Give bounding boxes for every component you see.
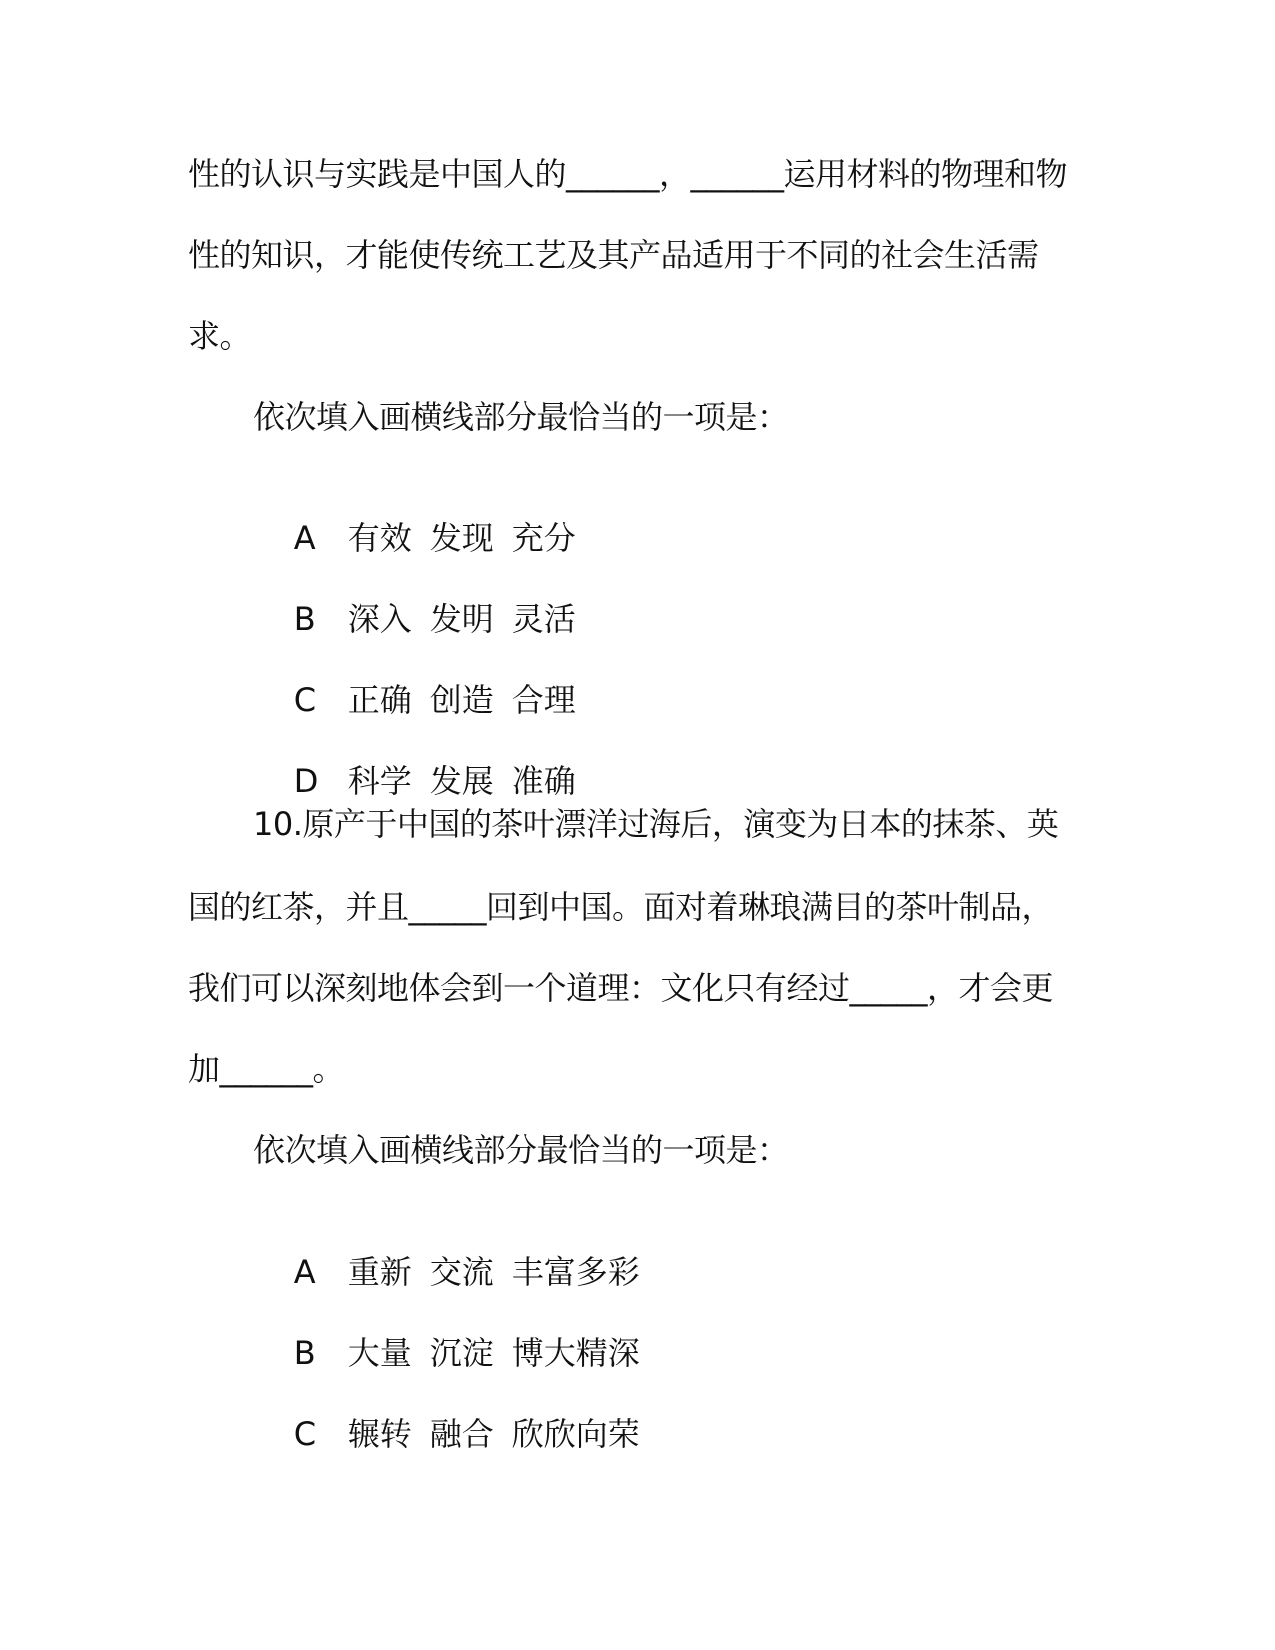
option-letter: A [293, 519, 316, 557]
option-word: 充分 [511, 519, 576, 557]
option-c [253, 1374, 658, 1453]
paragraph-line: 性的认识与实践是中国人的______，______运用材料的物理和物 [188, 155, 1068, 193]
option-word: 有效 [347, 519, 412, 557]
paragraph-line: 求。 [188, 317, 252, 355]
option-b [253, 1293, 658, 1372]
paragraph-line: 性的知识，才能使传统工艺及其产品适用于不同的社会生活需 [188, 236, 1039, 274]
option-word: 大量 [347, 1334, 412, 1372]
option-a [253, 478, 594, 557]
paragraph-line: 加______。 [188, 1050, 345, 1088]
option-b [253, 559, 594, 638]
option-letter: C [293, 681, 317, 719]
option-word: 交流 [429, 1253, 494, 1291]
option-word: 正确 [347, 681, 412, 719]
option-letter: D [293, 762, 319, 800]
option-word: 发明 [429, 600, 494, 638]
option-letter: C [293, 1415, 317, 1453]
option-d [253, 721, 594, 800]
option-word: 准确 [511, 762, 576, 800]
option-word: 沉淀 [429, 1334, 494, 1372]
option-word: 欣欣向荣 [511, 1415, 640, 1453]
option-letter: A [293, 1253, 316, 1291]
option-a [253, 1212, 658, 1291]
option-word: 合理 [511, 681, 576, 719]
option-word: 辗转 [347, 1415, 412, 1453]
option-word: 博大精深 [511, 1334, 640, 1372]
option-word: 重新 [347, 1253, 412, 1291]
option-word: 深入 [347, 600, 412, 638]
option-word: 发现 [429, 519, 494, 557]
option-word: 创造 [429, 681, 494, 719]
option-word: 灵活 [511, 600, 576, 638]
option-c [253, 640, 594, 719]
option-word: 科学 [347, 762, 412, 800]
question-prompt: 依次填入画横线部分最恰当的一项是： [253, 1131, 789, 1169]
question-prompt: 依次填入画横线部分最恰当的一项是： [253, 398, 789, 436]
option-word: 丰富多彩 [511, 1253, 640, 1291]
option-word: 发展 [429, 762, 494, 800]
option-word: 融合 [429, 1415, 494, 1453]
option-letter: B [293, 600, 316, 638]
paragraph-line: 我们可以深刻地体会到一个道理：文化只有经过_____，才会更 [188, 969, 1054, 1007]
option-letter: B [293, 1334, 316, 1372]
paragraph-line: 国的红茶，并且_____回到中国。面对着琳琅满目的茶叶制品， [188, 888, 1054, 926]
question-10-line: 10.原产于中国的茶叶漂洋过海后，演变为日本的抹茶、英 [253, 805, 1059, 843]
